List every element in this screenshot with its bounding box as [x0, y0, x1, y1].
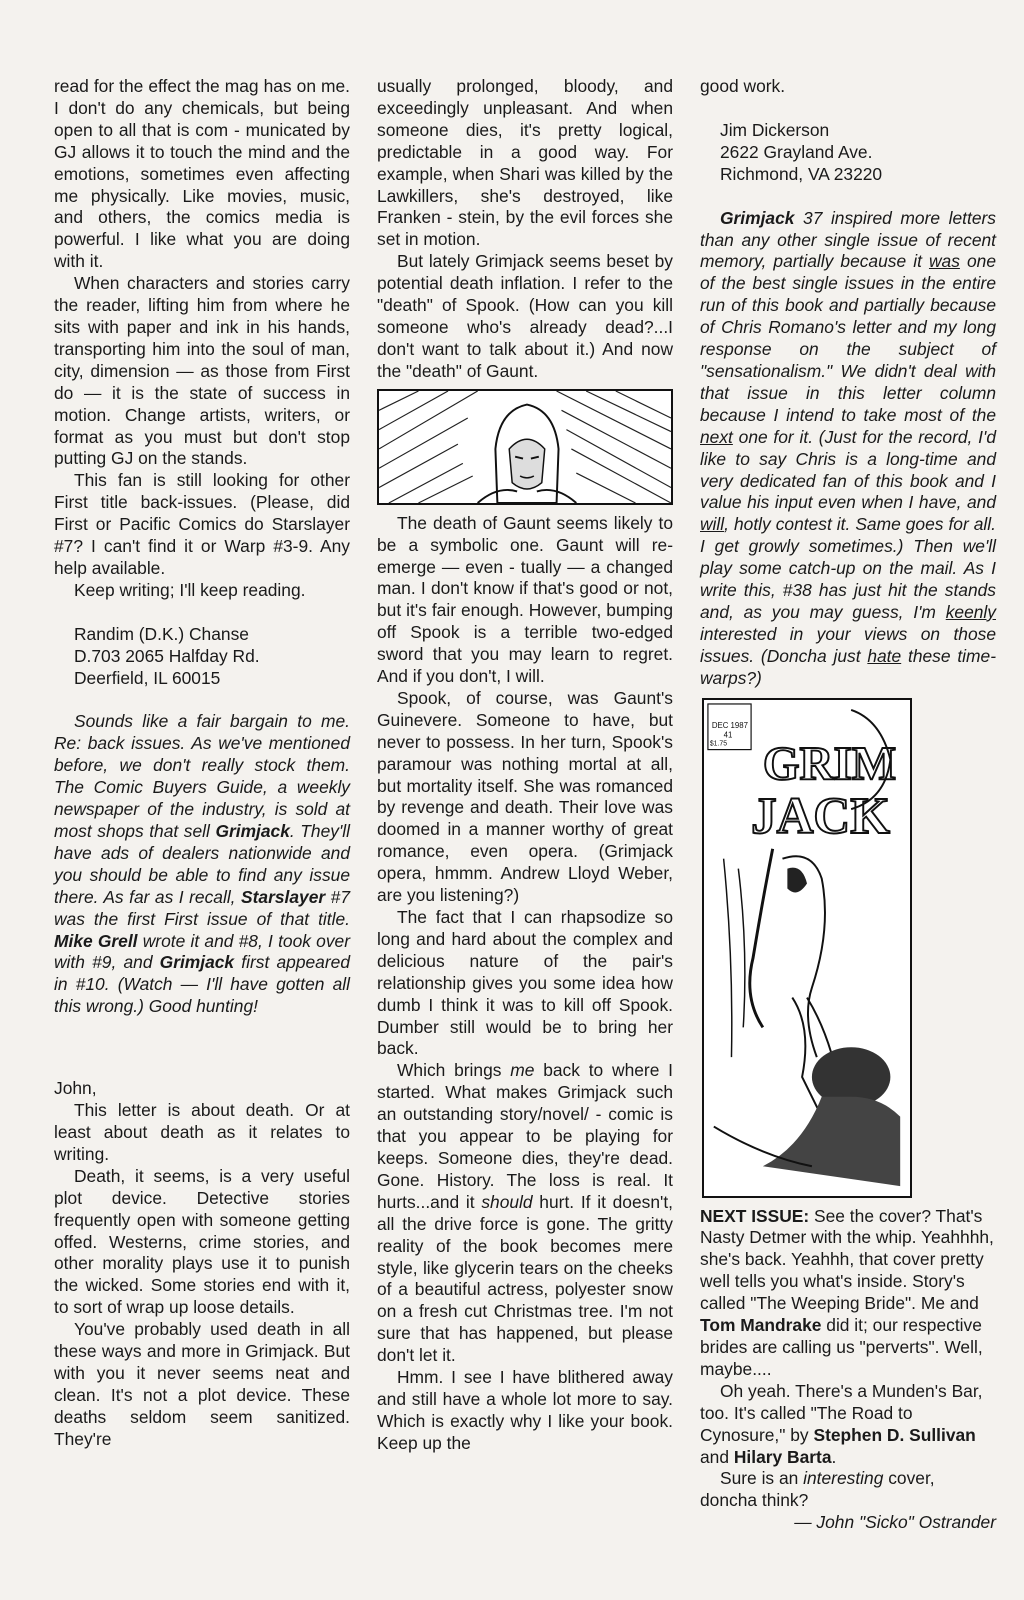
- column-2: [377, 76, 673, 1455]
- letter-paragraph: Keep writing; I'll keep reading.: [74, 579, 306, 600]
- cover-issue-number: 41: [723, 730, 733, 740]
- next-issue-paragraph: NEXT ISSUE: See the cover? That's Nasty Detmer with the whip. Yeahhhh, she's back. Yeahhh, that cover pretty well tells you what's inside. Story's called "The Weeping Bride". Me and Tom Mandrake did it; our respective brides are calling us "perverts". Well, maybe....: [700, 1205, 994, 1379]
- letter-paragraph: You've probably used death in all these ways and more in Grimjack. But with you it never seems neat and clean. It's not a plot device. These deaths seldom seem sanitized. They're: [54, 1319, 350, 1449]
- letter-paragraph: usually prolonged, bloody, and exceedingly unpleasant. And when someone dies, it's pretty logical, predictable in a good way. For example, when Shari was killed by the Lawkillers, she's destroyed, like Franken - stein, by the evil forces she set in motion.: [377, 76, 673, 250]
- column-3: [700, 76, 996, 1534]
- gaunt-panel-illustration: [377, 389, 673, 505]
- letter-paragraph: This letter is about death. Or at least about death as it relates to writing.: [54, 1100, 350, 1164]
- column-1: [54, 76, 350, 1451]
- editor-reply: Sounds like a fair bargain to me. Re: back issues. As we've mentioned before, we don't really stock them. The Comic Buyers Guide, a weekly newspaper of the industry, is sold at most shops that sell Grimjack. They'll have ads of dealers nationwide and you should be able to find any issue there. As far as I recall, Starslayer #7 was the first First issue of that title. Mike Grell wrote it and #8, I took over with #9, and Grimjack first appeared in #10. (Watch — I'll have gotten all this wrong.) Good hunting!: [54, 711, 350, 1017]
- signature-city: Richmond, VA 23220: [720, 163, 883, 184]
- next-issue-paragraph: Oh yeah. There's a Munden's Bar, too. It's called "The Road to Cynosure," by Stephen D. Sullivan and Hilary Barta.: [700, 1380, 983, 1467]
- cover-date: DEC 1987: [711, 720, 748, 730]
- cover-title-top: GRIM: [762, 737, 897, 790]
- letter-paragraph: But lately Grimjack seems beset by potential death inflation. I refer to the "death" of Spook. (How can you kill someone who's already dead?...I don't want to talk about it.) And now the "death" of Gaunt.: [377, 251, 673, 381]
- cover-price: $1.75: [709, 740, 728, 748]
- signature-name: Randim (D.K.) Chanse: [74, 623, 249, 644]
- editor-reply: Grimjack 37 inspired more letters than any other single issue of recent memory, partially because it was one of the best single issues in the entire run of this book and partially because of Chris Romano's letter and my long response on the subject of "sensationalism." We didn't deal with that issue in this letter column because I intend to take most of the next one for it. (Just for the record, I'd like to say Chris is a long-time and very dedicated fan of this book and I value his input even when I have, and will, hotly contest it. Same goes for all. I get growly sometimes.) Then we'll play some catch-up on the mail. As I write this, #38 has just hit the stands and, as you may guess, I'm keenly interested in your views on those issues. (Doncha just hate these time-warps?): [700, 207, 996, 688]
- letter-paragraph: The fact that I can rhapsodize so long and hard about the complex and delicious nature of the pair's relationship gives you some idea how dumb I think it was to kill off Spook. Dumber still would be to bring her back.: [377, 907, 673, 1059]
- signature-city: Deerfield, IL 60015: [74, 667, 221, 688]
- letter-paragraph: read for the effect the mag has on me. I don't do any chemicals, but being open to all that is com - municated by GJ allows it to touch the mind and the emotions, sometimes even affecting me physically. Like movies, music, and others, the comics media is powerful. I like what you are doing with it.: [54, 76, 350, 272]
- signature-address: 2622 Grayland Ave.: [720, 141, 873, 162]
- letter-paragraph: This fan is still looking for other First title back-issues. (Please, did First or Pacific Comics do Starslayer #7? I can't find it or Warp #3-9. Any help available.: [54, 470, 350, 578]
- signature-name: Jim Dickerson: [720, 119, 830, 140]
- letter-paragraph: good work.: [700, 76, 786, 96]
- next-issue-cover-image: [702, 698, 912, 1198]
- letter-paragraph: Hmm. I see I have blithered away and still have a whole lot more to say. Which is exactly why I like your book. Keep up the: [377, 1367, 673, 1453]
- letter-paragraph: When characters and stories carry the reader, lifting him from where he sits with paper and ink in his hands, transporting him into the soul of man, city, dimension — as those from First do — it is the state of success in motion. Change artists, writers, or format as you must but don't stop putting GJ on the stands.: [54, 273, 350, 469]
- cover-title-bottom: JACK: [751, 787, 890, 845]
- signature-address: D.703 2065 Halfday Rd.: [74, 645, 260, 666]
- letter-salutation: John,: [54, 1078, 97, 1099]
- editor-signature: — John "Sicko" Ostrander: [794, 1512, 996, 1533]
- letter-paragraph: Spook, of course, was Gaunt's Guinevere. Someone to have, but never to possess. In her turn, Spook's paramour was nothing mortal at all, but mortality itself. She was romanced by revenge and death. Their love was doomed in a manner worthy of great romance, even opera. (Grimjack opera, hmmm. Andrew Lloyd Weber, are you listening?): [377, 687, 673, 906]
- letter-paragraph: Death, it seems, is a very useful plot device. Detective stories frequently open with someone getting offed. Westerns, crime stories, and other morality plays use it to punish the wicked. Some stories end with it, to sort of wrap up loose details.: [54, 1165, 350, 1318]
- letter-paragraph: Which brings me back to where I started. What makes Grimjack such an outstanding story/novel/ - comic is that you appear to be playing for keeps. Someone dies, they're dead. Gone. History. The loss is real. It hurts...and it should hurt. If it doesn't, all the drive force is gone. The gritty reality of the book becomes mere style, like glycerin tears on the cheeks of a beautiful actress, polyester snow on a fresh cut Christmas tree. I'm not sure that has happened, but please don't let it.: [377, 1060, 674, 1366]
- next-issue-paragraph: Sure is an interesting cover, doncha think?: [700, 1468, 935, 1511]
- letter-signature: [700, 120, 996, 186]
- letter-signature: [54, 624, 350, 690]
- letter-paragraph: The death of Gaunt seems likely to be a symbolic one. Gaunt will re-emerge — even - tually — a changed man. I don't know if that's good or not, but it's fair enough. However, bumping off Spook is a terrible two-edged sword that you may learn to regret. And if you don't, I will.: [377, 512, 673, 687]
